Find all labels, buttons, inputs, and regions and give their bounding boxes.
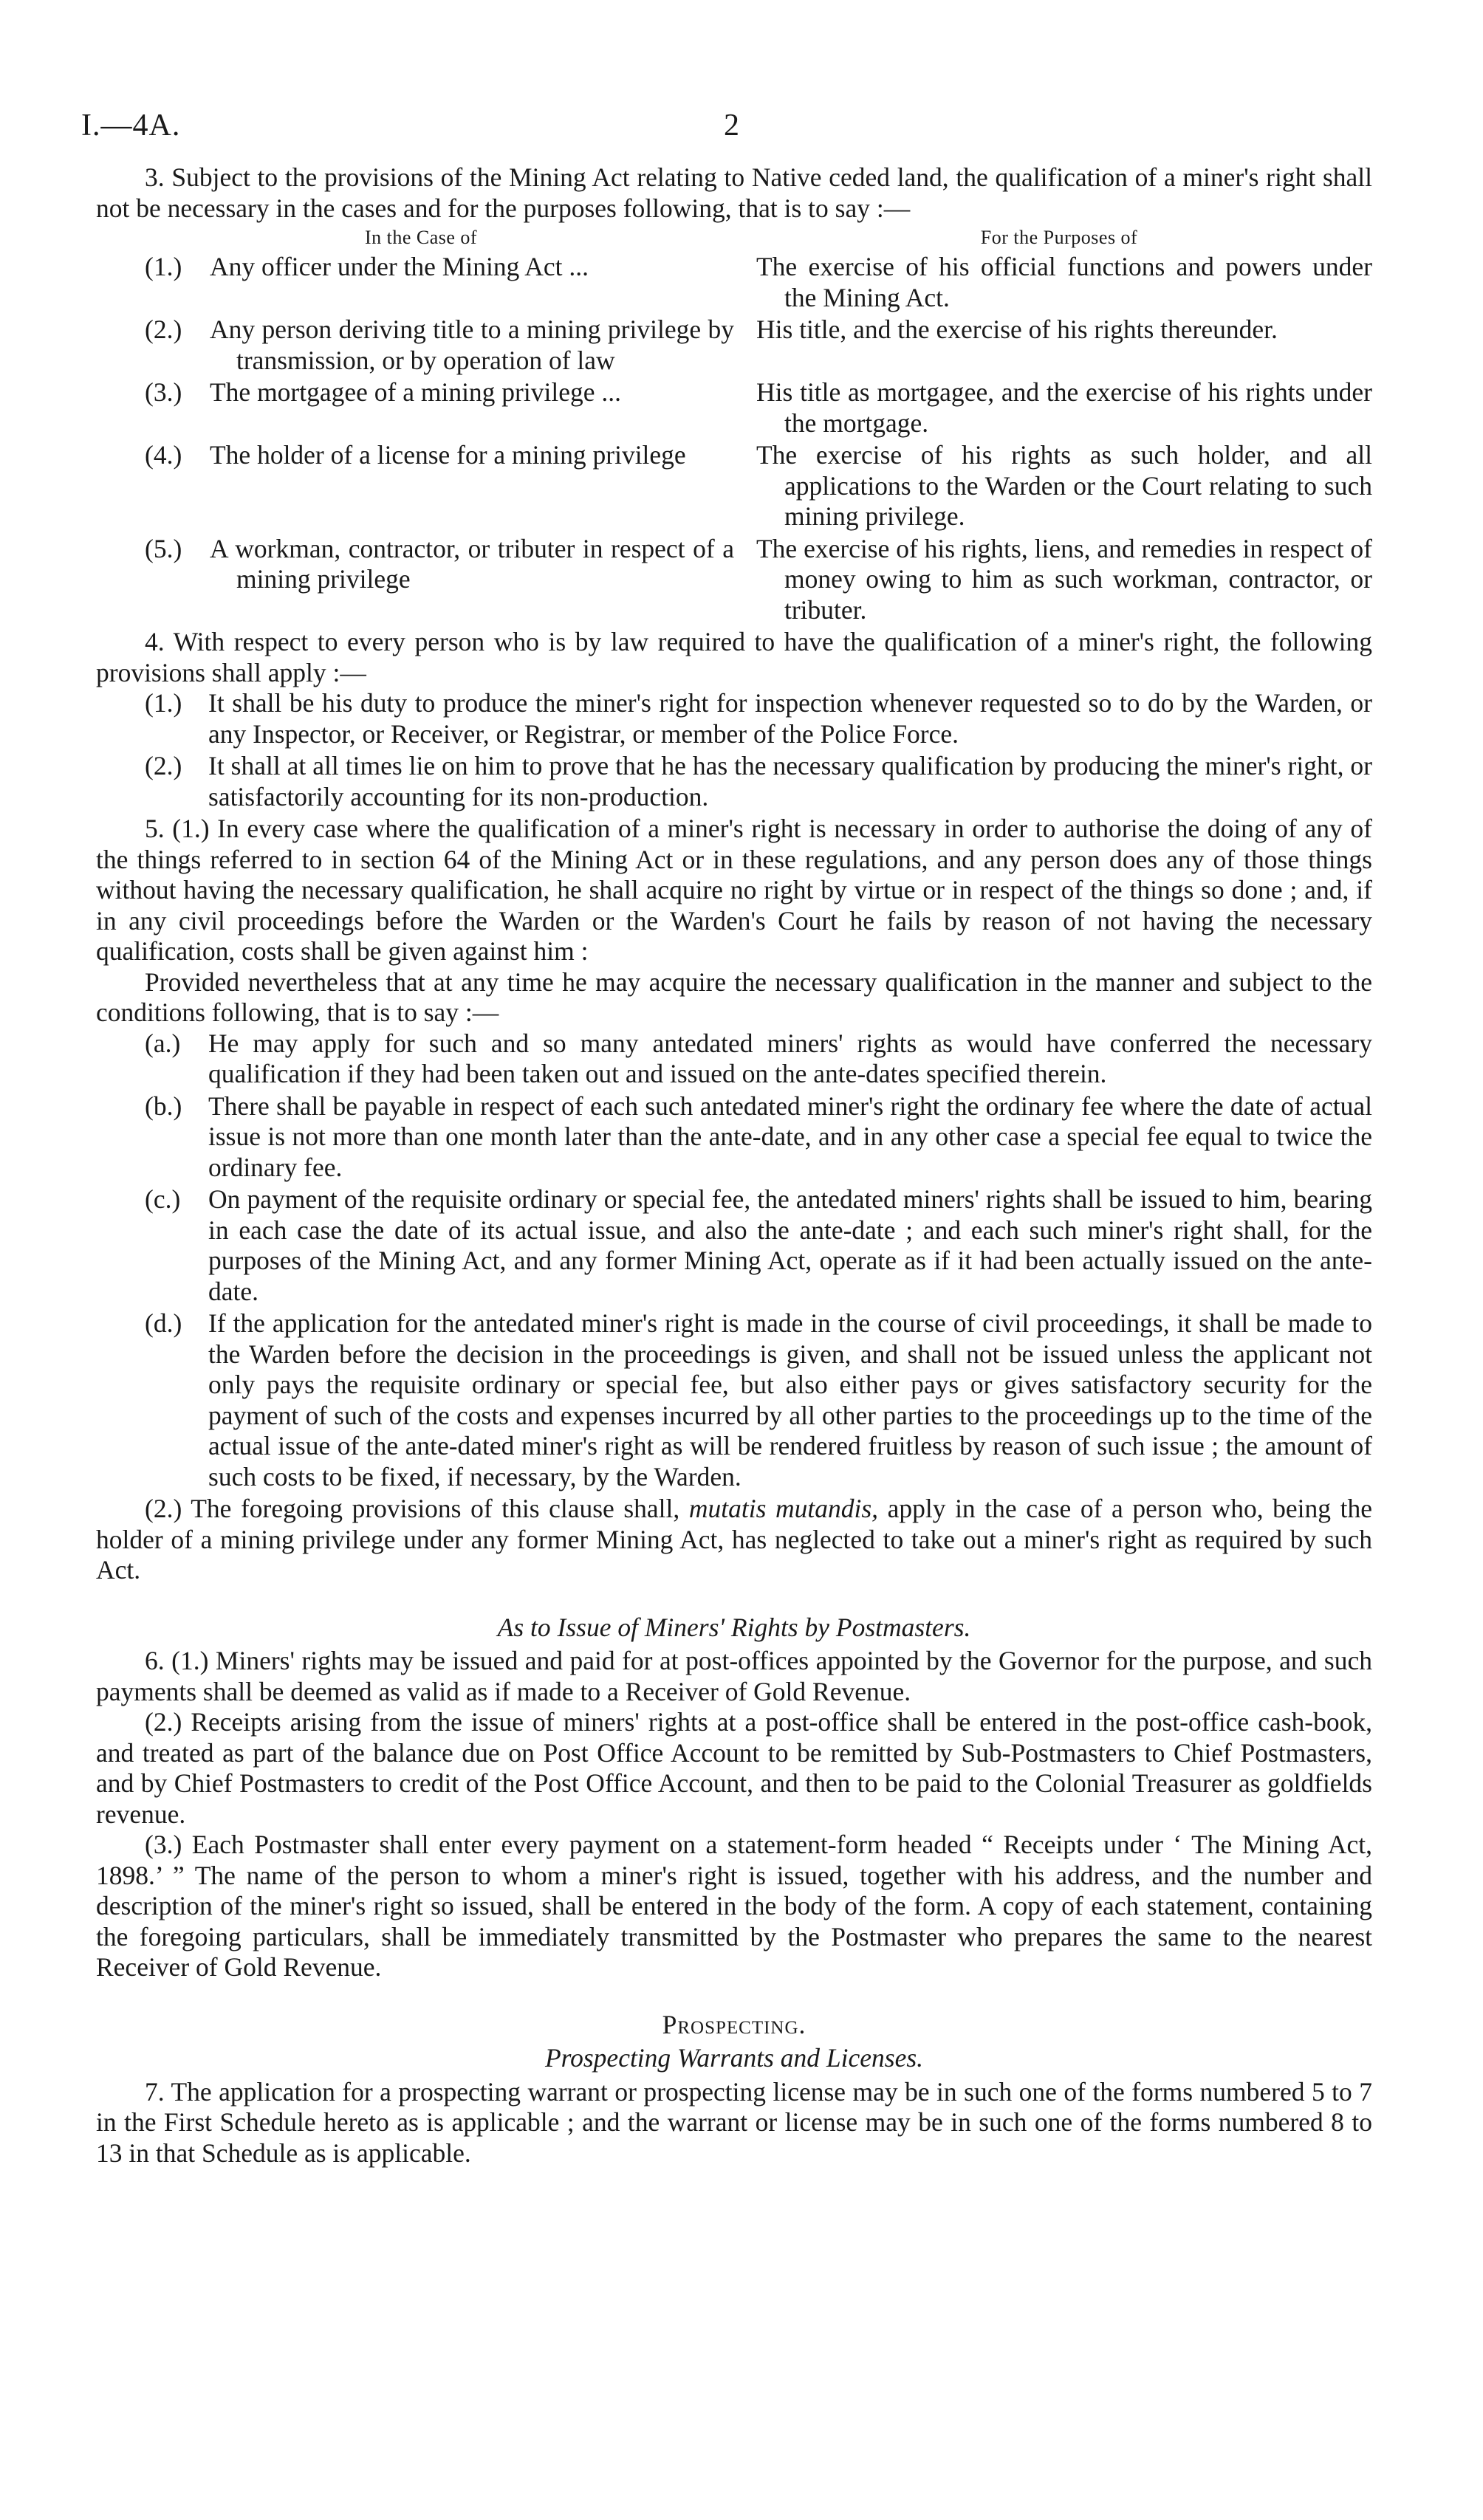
case-text: The mortgagee of a mining privilege ... — [210, 377, 621, 407]
item-text: It shall be his duty to produce the miner's right for inspection whenever requested so to do by the Warden, or any Inspector, or Receiver, or Registrar, or member of the Police Force. — [208, 688, 1372, 749]
item-number: (c.) — [145, 1184, 181, 1214]
list-item — [96, 1029, 1372, 1090]
table-row — [96, 252, 1372, 313]
item-number: (2.) — [145, 751, 182, 780]
case-text: Any person deriving title to a mining privilege by transmission, or by operation of law — [210, 315, 734, 375]
clause-5-subclause-2 — [96, 1494, 1372, 1586]
case-text: A workman, contractor, or tributer in respect of a mining privilege — [210, 533, 734, 594]
case-text: Any officer under the Mining Act ... — [210, 252, 589, 281]
case-cell — [210, 377, 734, 439]
list-item — [96, 1091, 1372, 1184]
row-number: (3.) — [145, 377, 182, 407]
case-cell — [210, 252, 734, 313]
table-row — [96, 315, 1372, 376]
case-cell — [210, 440, 734, 532]
list-item — [96, 1184, 1372, 1307]
item-number: (1.) — [145, 688, 182, 718]
item-text: There shall be payable in respect of each such antedated miner's right the ordinary fee where the date of actual issue is not more than one month later than the ante-date, and in any other case a special fee equal to twice the ordinary fee. — [208, 1091, 1372, 1182]
section-heading-postmasters: As to Issue of Miners' Rights by Postmasters. — [497, 1612, 971, 1642]
clause-5-proviso: Provided nevertheless that at any time he may acquire the necessary qualification in the manner and subject to the conditions following, that is to say :— — [96, 967, 1372, 1027]
list-item — [96, 1308, 1372, 1492]
clause-7-paragraph: 7. The application for a prospecting warrant or prospecting license may be in such one of the forms numbered 5 to 7 in the First Schedule hereto as is applicable ; and the warrant or license may be in such one of the forms numbered 8 to 13 in that Schedule as is applicable. — [96, 2076, 1372, 2168]
row-number: (4.) — [145, 440, 182, 470]
item-text: He may apply for such and so many antedated miners' rights as would have conferred the necessary qualification if they had been taken out and issued on the ante-dates specified therein. — [208, 1028, 1372, 1088]
table-row — [96, 377, 1372, 439]
table-row — [96, 534, 1372, 626]
case-text: The holder of a license for a mining privilege — [210, 440, 686, 470]
clause-3-intro: 3. Subject to the provisions of the Mining Act relating to Native ceded land, the qualification of a miner's right shall not be necessary in the cases and for the purposes following, that is to say :— — [96, 162, 1372, 223]
clause-6-paragraph-2: (2.) Receipts arising from the issue of miners' rights at a post-office shall be entered in the post-office cash-book, and treated as part of the balance due on Post Office Account to be remitted by Sub-Postmasters to Chief Postmasters, and by Chief Postmasters to credit of the Post Office Account, and then to be paid to the Colonial Treasurer as goldfields revenue. — [96, 1707, 1372, 1829]
subheading-prospecting-warrants: Prospecting Warrants and Licenses. — [544, 2043, 924, 2073]
column-heading-case: In the Case of — [364, 227, 478, 248]
purpose-cell: The exercise of his rights, liens, and remedies in respect of money owing to him as such workman, contractor, or tributer. — [756, 533, 1372, 625]
clause-5-subclause-2-end: apply in the case of a person who, being the holder of a mining privilege under any former Mining Act, has neglected to take out a miner's right as required by such Act. — [96, 1494, 1372, 1585]
item-number: (b.) — [145, 1091, 182, 1121]
clause-5-subclause-2-start: (2.) The foregoing provisions of this clause shall, — [145, 1494, 680, 1523]
page-number: 2 — [724, 109, 739, 143]
section-heading-prospecting: Prospecting. — [662, 2009, 806, 2039]
clause-5-paragraph: 5. (1.) In every case where the qualification of a miner's right is necessary in order to authorise the doing of any of the things referred to in section 64 of the Mining Act or in these regulations, and any person does any of those things without having the necessary qualification, he shall acquire no right by virtue or in respect of the things so done ; and, if in any civil proceedings before the Warden or the Warden's Court he fails by reason of not having the necessary qualification, costs shall be given against him : — [96, 814, 1372, 966]
row-number: (1.) — [145, 252, 182, 281]
case-cell — [210, 315, 734, 376]
item-text: On payment of the requisite ordinary or special fee, the antedated miners' rights shall be issued to him, bearing in each case the date of its actual issue, and also the ante-date ; and each such miner's right shall, for the purposes of the Mining Act, and any former Mining Act, operate as if it had been actually issued on the ante-date. — [208, 1184, 1372, 1306]
column-heading-purpose: For the Purposes of — [980, 227, 1138, 248]
item-number: (d.) — [145, 1308, 182, 1338]
clause-5-latin-phrase: mutatis mutandis, — [688, 1494, 879, 1523]
list-item — [96, 688, 1372, 749]
page-header — [81, 109, 1372, 162]
clause-3-table — [96, 252, 1372, 625]
item-text: It shall at all times lie on him to prove that he has the necessary qualification by producing the miner's right, or satisfactorily accounting for its non-production. — [208, 751, 1372, 811]
list-item — [96, 751, 1372, 812]
item-number: (a.) — [145, 1028, 181, 1058]
purpose-cell: The exercise of his official functions and powers under the Mining Act. — [756, 252, 1372, 312]
item-text: If the application for the antedated miner's right is made in the course of civil proceedings, it shall be made to the Warden before the decision in the proceedings is given, and shall not be issued unless the applicant not only pays the requisite ordinary or special fee, but also either pays or gives satisfactory security for the payment of such of the costs and expenses incurred by all other parties to the proceedings up to the time of the actual issue of the ante-dated miner's right as will be rendered fruitless by reason of such issue ; the amount of such costs to be fixed, if necessary, by the Warden. — [208, 1308, 1372, 1491]
purpose-cell: His title as mortgagee, and the exercise of his rights under the mortgage. — [756, 377, 1372, 438]
table-row — [96, 440, 1372, 532]
clause-6-paragraph-1: 6. (1.) Miners' rights may be issued and paid for at post-offices appointed by the Governor for the purpose, and such payments shall be deemed as valid as if made to a Receiver of Gold Revenue. — [96, 1646, 1372, 1706]
clause-6-paragraph-3: (3.) Each Postmaster shall enter every payment on a statement-form headed “ Receipts under ‘ The Mining Act, 1898.’ ” The name of the person to whom a miner's right is issued, together with his address, and the number and description of the miner's right so issued, shall be entered in the body of the form. A copy of each statement, containing the foregoing particulars, shall be immediately transmitted by the Postmaster who prepares the same to the nearest Receiver of Gold Revenue. — [96, 1830, 1372, 1982]
row-number: (5.) — [145, 533, 182, 563]
purpose-cell: His title, and the exercise of his rights thereunder. — [756, 315, 1278, 344]
purpose-cell: The exercise of his rights as such holder, and all applications to the Warden or the Court relating to such mining privilege. — [756, 440, 1372, 531]
row-number: (2.) — [145, 315, 182, 344]
clause-4-intro: 4. With respect to every person who is by law required to have the qualification of a miner's right, the following provisions shall apply :— — [96, 627, 1372, 687]
document-reference: I.—4A. — [81, 109, 181, 143]
table-caption-row — [96, 224, 1372, 252]
case-cell — [210, 534, 734, 626]
clause-4-list — [96, 688, 1372, 812]
clause-5-list — [96, 1029, 1372, 1493]
